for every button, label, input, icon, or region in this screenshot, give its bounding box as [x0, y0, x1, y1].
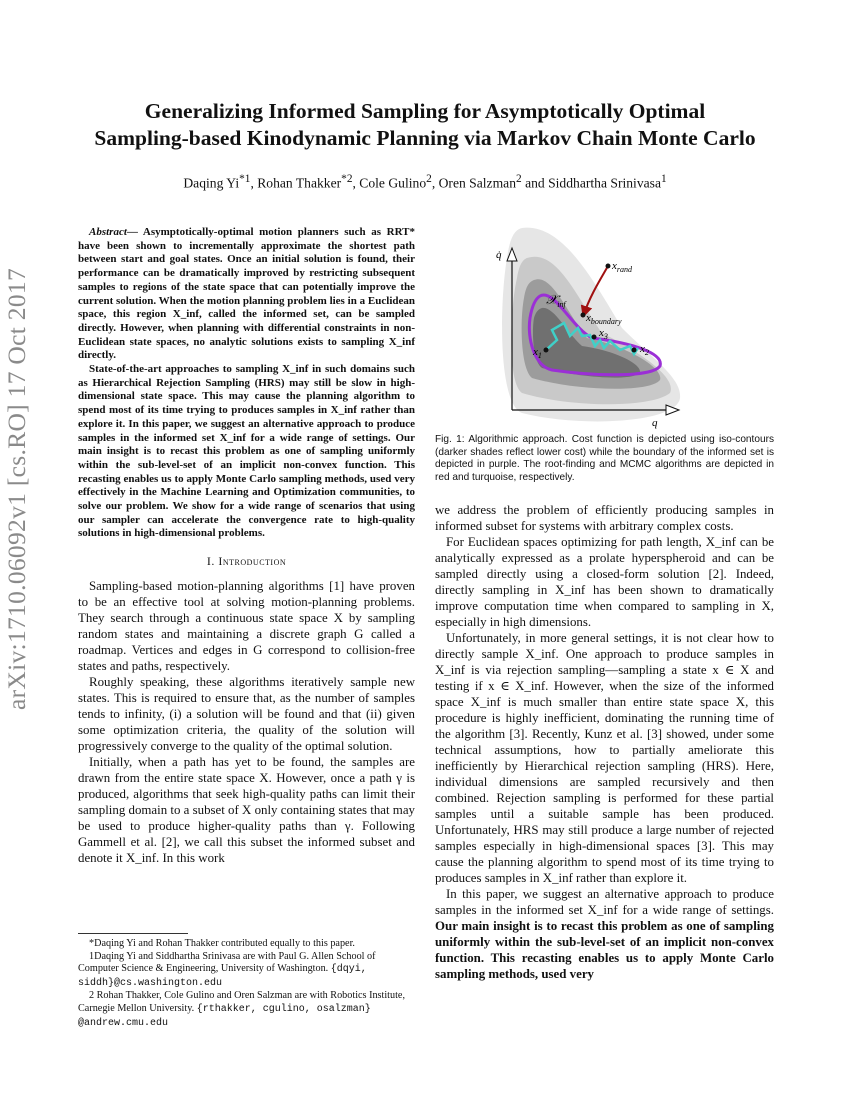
right-column	[435, 502, 774, 982]
abstract-text-1: — Asymptotically-optimal motion planners such as RRT* have been shown to incrementally approximate the shortest path between start and goal states. Once an initial solution is found, their performance can be dramatically improved by restricting subsequent samples to regions of the state space that can potentially improve the current solution. When the motion planning problem lies in a Euclidean space, this region X_inf, called the informed set, can be sampled directly. However, when planning with differential constraints in non-Euclidean state spaces, no analytic solutions exists to sampling X_inf directly.	[78, 226, 415, 362]
title-line-1: Generalizing Informed Sampling for Asymptotically Optimal	[144, 99, 706, 123]
right-p3: Unfortunately, in more general settings, it is not clear how to directly sample X_inf. One approach to produce samples in X_inf is via rejection sampling—sampling a state x ∈ X and testing if x ∈ X_inf. However, when the size of the informed space X_inf is much smaller than entire state space X, this procedure is highly inefficient, dominating the running time of the algorithm [3]. Recently, Kunz et al. [3] showed, under some technical assumptions, how to partially ameliorate this inefficiently by Hierarchical rejection sampling (HRS). Here, individual dimensions are sampled recursively and then combined. Rejection sampling is performed for these partial samples until a suitable sample has been produced. Unfortunately, HRS may still produce a large number of rejected samples especially in high-dimensional spaces [3]. This may cause the planning algorithm to spend most of its time trying to produces samples in X_inf rather than explore it.	[435, 631, 774, 885]
abstract-p1	[78, 226, 415, 363]
abstract-label: Abstract	[89, 226, 127, 238]
intro-p1: Sampling-based motion-planning algorithms [1] have proven to be an effective tool at solving motion-planning problems. They search through a continuous state space X by sampling random states and maintaining a discrete graph G called a roadmap. Vertices and edges in G correspond to collision-free states and paths, respectively.	[78, 579, 415, 674]
figure-caption: Fig. 1: Algorithmic approach. Cost function is depicted using iso-contours (darker shades reflect lower cost) while the boundary of the informed set is depicted in purple. The root-finding and MCMC algorithms are depicted in red and turquoise, respectively.	[435, 434, 774, 483]
footnote-3: 2 Rohan Thakker, Cole Gulino and Oren Salzman are with Robotics Institute, Carnegie Mellon University. {rthakker, cgulino, osalzman} @andrew.cmu.edu	[78, 990, 406, 1029]
figure-1	[482, 218, 682, 432]
label-x3: $x_3$	[599, 327, 608, 341]
footnote-1: *Daqing Yi and Rohan Thakker contributed equally to this paper.	[89, 938, 355, 949]
label-x-rand: $x_{rand}$	[612, 260, 633, 274]
intro-p3: Initially, when a path has yet to be found, the samples are drawn from the entire state space X. However, once a path γ is produced, algorithms that seek high-quality paths can limit their sampling domain to a subset of X only containing states that may be used to produce higher-quality paths than γ. Following Gammell et al. [2], we call this subset the informed subset and denote it X_inf. In this work	[78, 755, 415, 866]
label-x2: $x_2$	[640, 343, 649, 357]
right-p2: For Euclidean spaces optimizing for path length, X_inf can be analytically expressed as a prolate hyperspheroid and can be sampled directly using a closed-form solution [2]. Indeed, directly sampling in X_inf has been shown to dramatically improve computation time when compared to sampling in X, especially in high dimensions.	[435, 535, 774, 629]
footnote-2: 1Daqing Yi and Siddhartha Srinivasa are with Paul G. Allen School of Computer Science & Engineering, University of Washington. {dqyi, siddh}@cs.washington.edu	[78, 950, 376, 989]
arxiv-stamp: arXiv:1710.06092v1 [cs.RO] 17 Oct 2017	[2, 267, 31, 710]
set-label: 𝒳$_{inf}$	[546, 292, 566, 309]
intro-p2: Roughly speaking, these algorithms iteratively sample new states. This is required to ensure that, as the number of samples tends to infinity, (i) a solution will be found and that (ii) given some optimization criteria, the quality of the solution will progressively converge to the quality of the optimal solution.	[78, 675, 415, 754]
label-x-boundary: $x_{boundary}$	[586, 312, 622, 326]
abstract-p2: State-of-the-art approaches to sampling X_inf in such domains such as Hierarchical Rejection Sampling (HRS) may still be slow in high-dimensional state space. This may cause the planning algorithm to spend most of its time trying to produces samples in X_inf rather than explore it. In this paper, we suggest an alternative approach to produce samples in the informed set X_inf for a wide range of settings. Our main insight is to recast this problem as one of sampling uniformly within the sub-level-set of an implicit non-convex function. This recasting enables us to apply Monte Carlo sampling methods, used very effectively in the Machine Learning and Optimization communities, to solve our problem. We show for a wide range of scenarios that using our sampler can accelerate the convergence rate to high-quality solutions in high-dimensional problems.	[78, 363, 415, 540]
footnote-3-email: {rthakker, cgulino, osalzman} @andrew.cmu.edu	[78, 1003, 371, 1029]
right-p4: In this paper, we suggest an alternative approach to produce samples in the informed set X_inf for a wide range of settings. Our main insight is to recast this problem as one of sampling uniformly within the sub-level-set of an implicit non-convex function. This recasting enables us to apply Monte Carlo sampling methods, used very	[435, 887, 774, 981]
axis-y-label: q̇	[496, 249, 502, 261]
footnote-2-email: {dqyi, siddh}@cs.washington.edu	[78, 964, 367, 989]
footnote-rule	[78, 933, 188, 934]
section-heading: I. Introduction	[206, 554, 287, 569]
right-p1: we address the problem of efficiently producing samples in informed subset for systems with arbitrary complex costs.	[435, 503, 774, 533]
authors: Daqing Yi$^{*1}$, Rohan Thakker$^{*2}$, Cole Gulino$^2$, Oren Salzman$^2$ and Siddhartha Srinivasa$^1$	[183, 173, 667, 191]
label-x1: $x_1$	[533, 346, 542, 360]
axis-x-label: q	[652, 417, 658, 429]
title-line-2: Sampling-based Kinodynamic Planning via Markov Chain Monte Carlo	[94, 126, 756, 150]
right-p4-bold: Our main insight is to recast this problem as one of sampling uniformly within the sub-level-set of an implicit non-convex function. This recasting enables us to apply Monte Carlo sampling methods, used very	[435, 919, 774, 981]
paper-title	[0, 98, 850, 152]
left-column	[78, 226, 415, 866]
footnotes	[78, 933, 415, 1030]
